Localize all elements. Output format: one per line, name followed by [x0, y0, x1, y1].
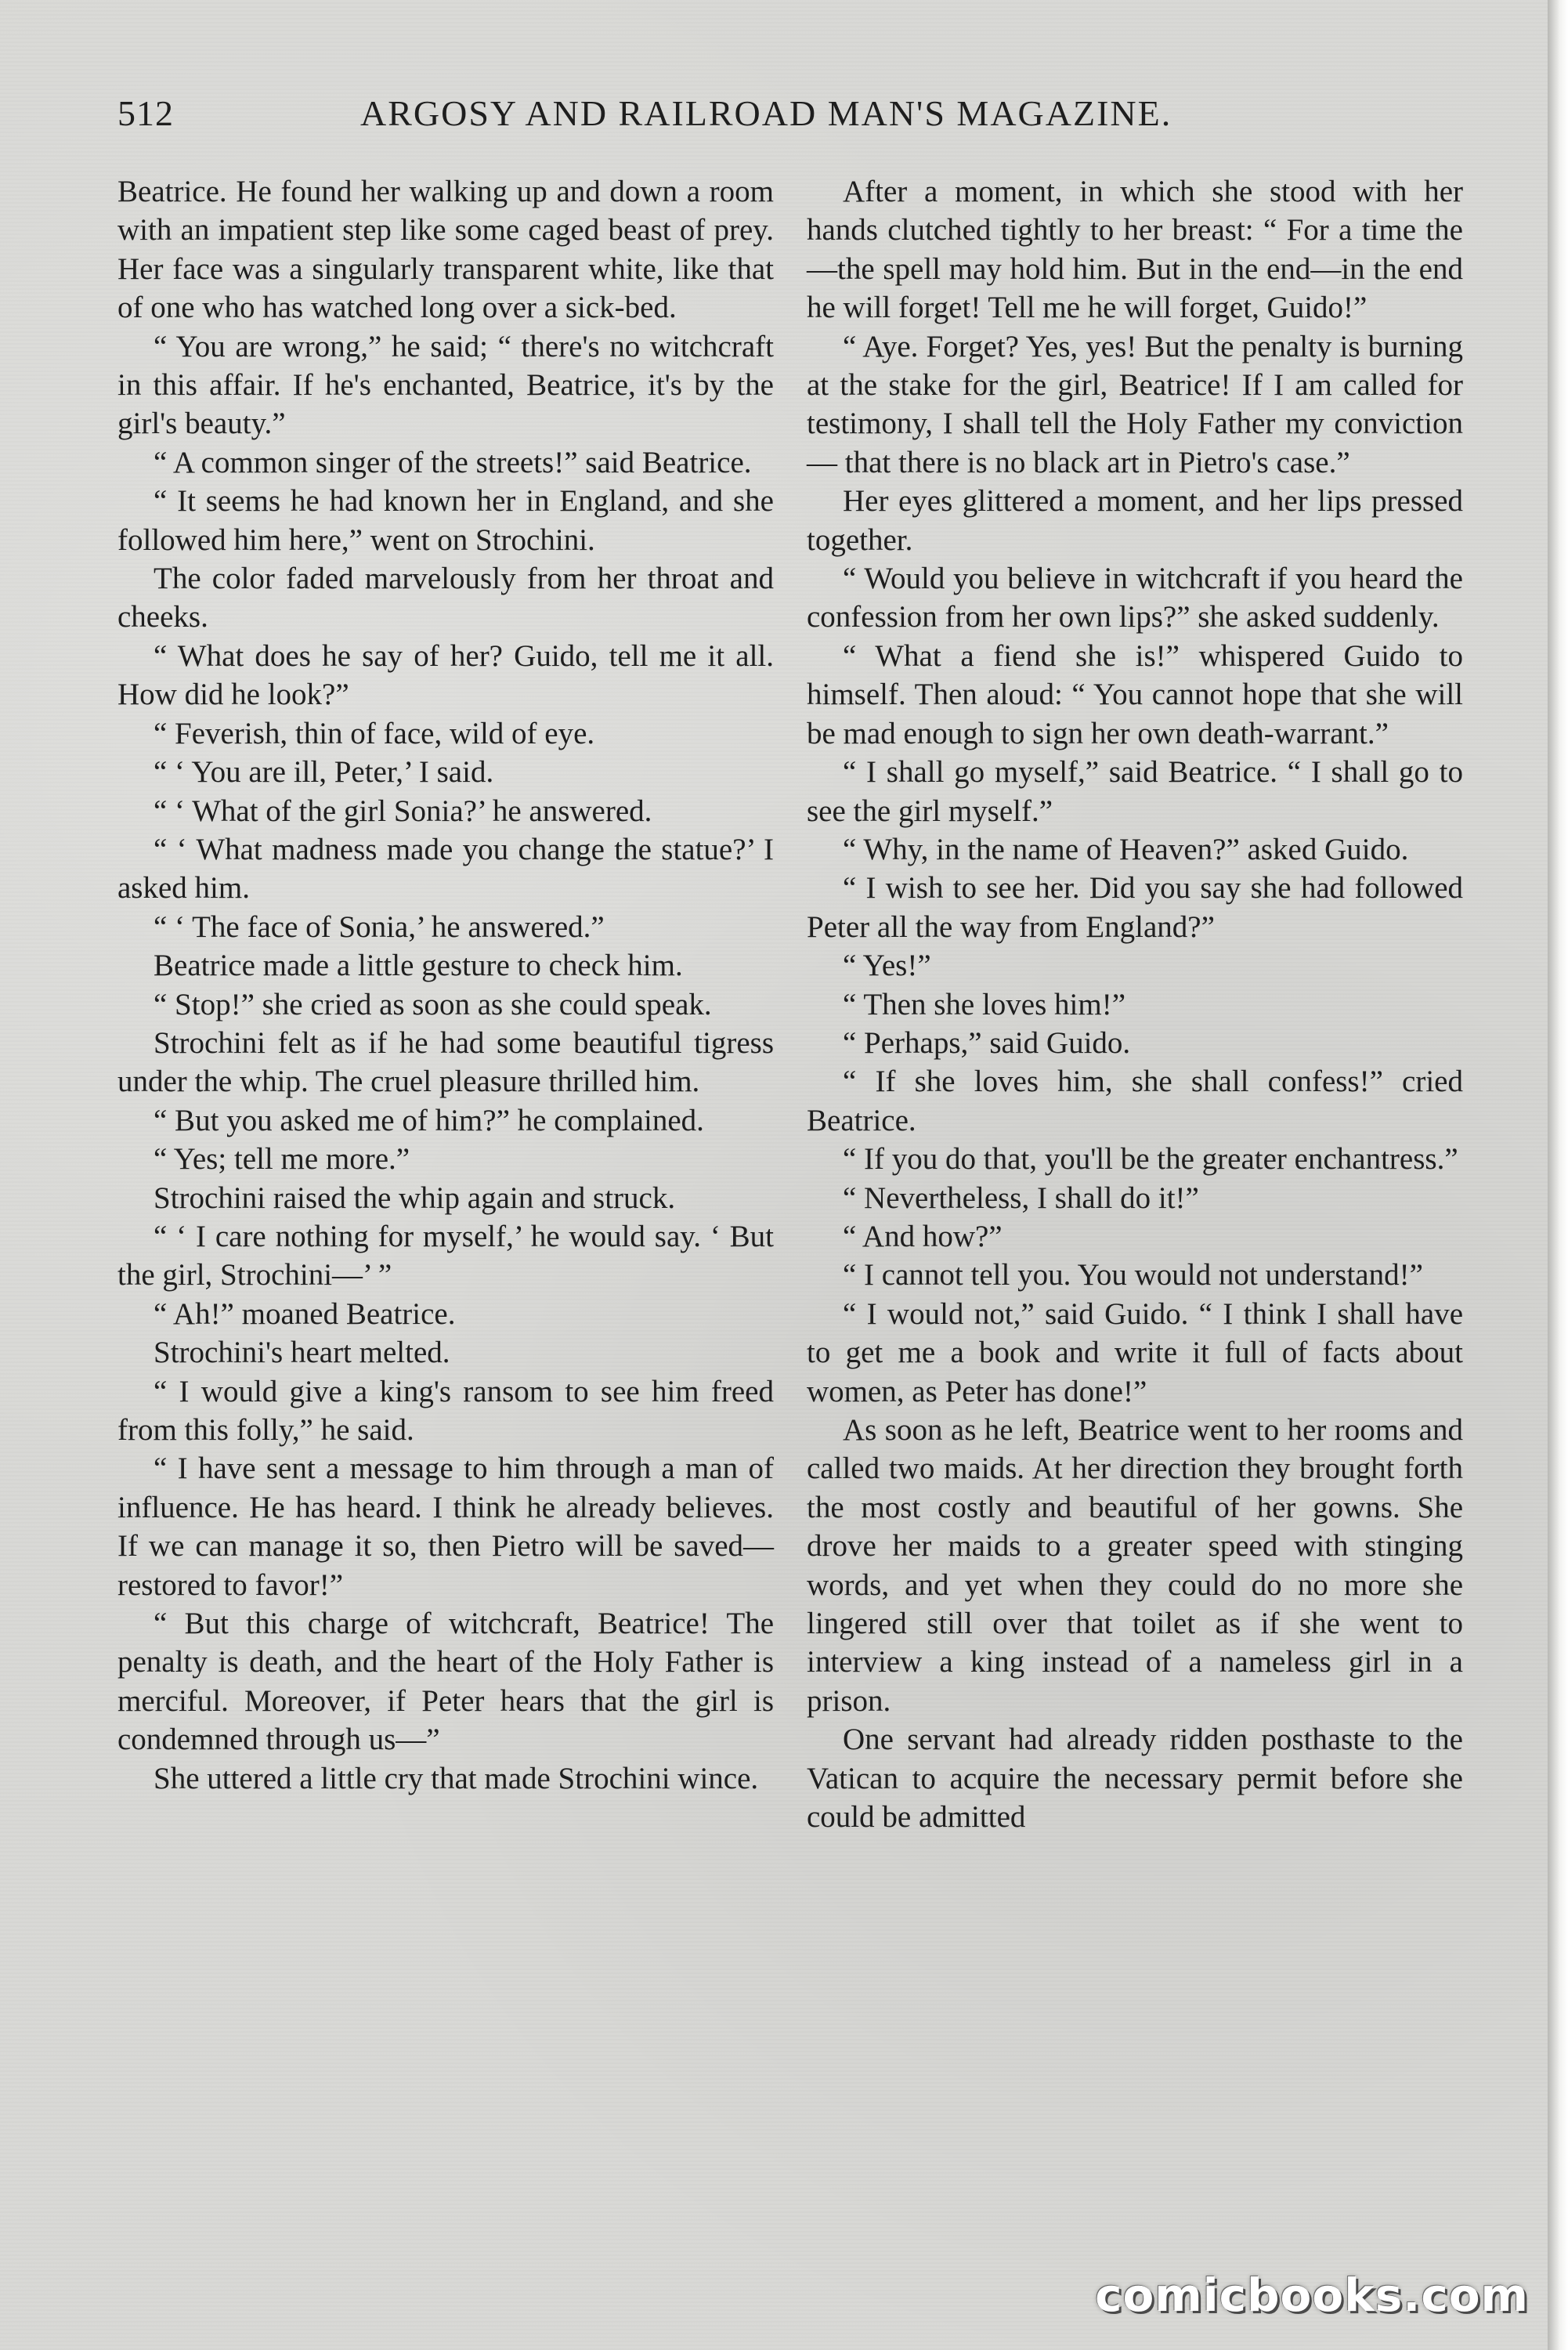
- paragraph: “ ‘ I care nothing for myself,’ he would say. ‘ But the girl, Strochini—’ ”: [117, 1219, 774, 1292]
- paragraph: “ Feverish, thin of face, wild of eye.: [154, 716, 595, 750]
- paragraph: “ If you do that, you'll be the greater enchantress.”: [843, 1142, 1458, 1177]
- paragraph: “ ‘ What madness made you change the statue?’ I asked him.: [117, 832, 774, 906]
- paragraph: “ Perhaps,” said Guido.: [843, 1025, 1131, 1060]
- paragraph: Strochini felt as if he had some beautiful tigress under the whip. The cruel pleasure thrilled him.: [117, 1025, 774, 1099]
- paragraph: Beatrice. He found her walking up and down a room with an impatient step like some caged beast of prey. Her face was a singularly transparent white, like that of one who has watched long over a sick-bed.: [117, 175, 774, 325]
- paragraph: “ Stop!” she cried as soon as she could speak.: [154, 987, 712, 1021]
- paragraph: One servant had already ridden posthaste to the Vatican to acquire the necessary permit before she could be admitted: [807, 1723, 1463, 1835]
- paragraph: “ Nevertheless, I shall do it!”: [843, 1180, 1199, 1215]
- watermark: comicbooks.com: [1095, 2269, 1529, 2322]
- paragraph: “ A common singer of the streets!” said Beatrice.: [154, 445, 752, 479]
- paragraph: The color faded marvelously from her throat and cheeks.: [117, 562, 774, 634]
- paragraph: She uttered a little cry that made Strochini wince.: [154, 1761, 759, 1795]
- paragraph: “ Why, in the name of Heaven?” asked Guido.: [843, 832, 1409, 866]
- paragraph: “ Then she loves him!”: [843, 987, 1126, 1021]
- paragraph: “ I would not,” said Guido. “ I think I shall have to get me a book and write it full of facts about women, as Peter has done!”: [807, 1296, 1463, 1408]
- paragraph: “ ‘ What of the girl Sonia?’ he answered.: [154, 794, 652, 828]
- paragraph: “ If she loves him, she shall confess!” cried Beatrice.: [807, 1065, 1463, 1137]
- paragraph: Strochini raised the whip again and struck.: [154, 1180, 676, 1215]
- paragraph: “ You are wrong,” he said; “ there's no witchcraft in this affair. If he's enchanted, Beatrice, it's by the girl's beauty.”: [117, 329, 774, 441]
- paragraph: “ But this charge of witchcraft, Beatrice! The penalty is death, and the heart of the Holy Father is merciful. Moreover, if Peter hears that the girl is condemned through us—”: [117, 1607, 774, 1757]
- paragraph: “ Aye. Forget? Yes, yes! But the penalty is burning at the stake for the girl, Beatrice! If I am called for testimony, I shall tell the Holy Father my conviction— that there is no black art in Pietro's case.”: [807, 329, 1463, 479]
- page-header: [117, 92, 1465, 147]
- paragraph: Her eyes glittered a moment, and her lips pressed together.: [807, 484, 1463, 557]
- paragraph: “ And how?”: [843, 1219, 1003, 1253]
- paragraph: “ Would you believe in witchcraft if you heard the confession from her own lips?” she asked suddenly.: [807, 562, 1463, 634]
- paragraph: “ I cannot tell you. You would not understand!”: [843, 1258, 1423, 1292]
- right-column: [807, 172, 1463, 1836]
- paragraph: “ It seems he had known her in England, and she followed him here,” went on Strochini.: [117, 484, 774, 557]
- paragraph: “ Yes!”: [843, 949, 931, 983]
- paragraph: “ Yes; tell me more.”: [154, 1142, 410, 1177]
- paragraph: “ Ah!” moaned Beatrice.: [154, 1296, 456, 1331]
- page-edge: [1548, 0, 1568, 2350]
- page-number: 512: [117, 93, 174, 133]
- paragraph: After a moment, in which she stood with her hands clutched tightly to her breast: “ For a time the—the spell may hold him. But in the end—in the end he will forget! Tell me he will forget, Guido!”: [807, 175, 1463, 325]
- paragraph: “ I wish to see her. Did you say she had followed Peter all the way from England?”: [807, 871, 1463, 944]
- paragraph: “ What a fiend she is!” whispered Guido to himself. Then aloud: “ You cannot hope that she will be mad enough to sign her own death-warrant.”: [807, 638, 1463, 750]
- paragraph: “ I have sent a message to him through a man of influence. He has heard. I think he already believes. If we can manage it so, then Pietro will be saved—restored to favor!”: [117, 1452, 774, 1602]
- paragraph: “ But you asked me of him?” he complained.: [154, 1103, 704, 1137]
- paragraph: Strochini's heart melted.: [154, 1336, 450, 1370]
- paragraph: As soon as he left, Beatrice went to her rooms and called two maids. At her direction they brought forth the most costly and beautiful of her gowns. She drove her maids to a greater speed with stinging words, and yet when they could do no more she lingered still over that toilet as if she went to interview a king instead of a nameless girl in a prison.: [807, 1413, 1463, 1718]
- paragraph: “ I would give a king's ransom to see him freed from this folly,” he said.: [117, 1374, 774, 1447]
- paragraph: Beatrice made a little gesture to check him.: [154, 949, 683, 983]
- paragraph: “ ‘ The face of Sonia,’ he answered.”: [154, 909, 605, 944]
- paragraph: “ I shall go myself,” said Beatrice. “ I shall go to see the girl myself.”: [807, 755, 1463, 828]
- paragraph: “ What does he say of her? Guido, tell me it all. How did he look?”: [117, 638, 774, 712]
- left-column: [117, 172, 774, 1798]
- paragraph: “ ‘ You are ill, Peter,’ I said.: [154, 755, 494, 790]
- running-title: ARGOSY AND RAILROAD MAN'S MAGAZINE.: [360, 93, 1172, 133]
